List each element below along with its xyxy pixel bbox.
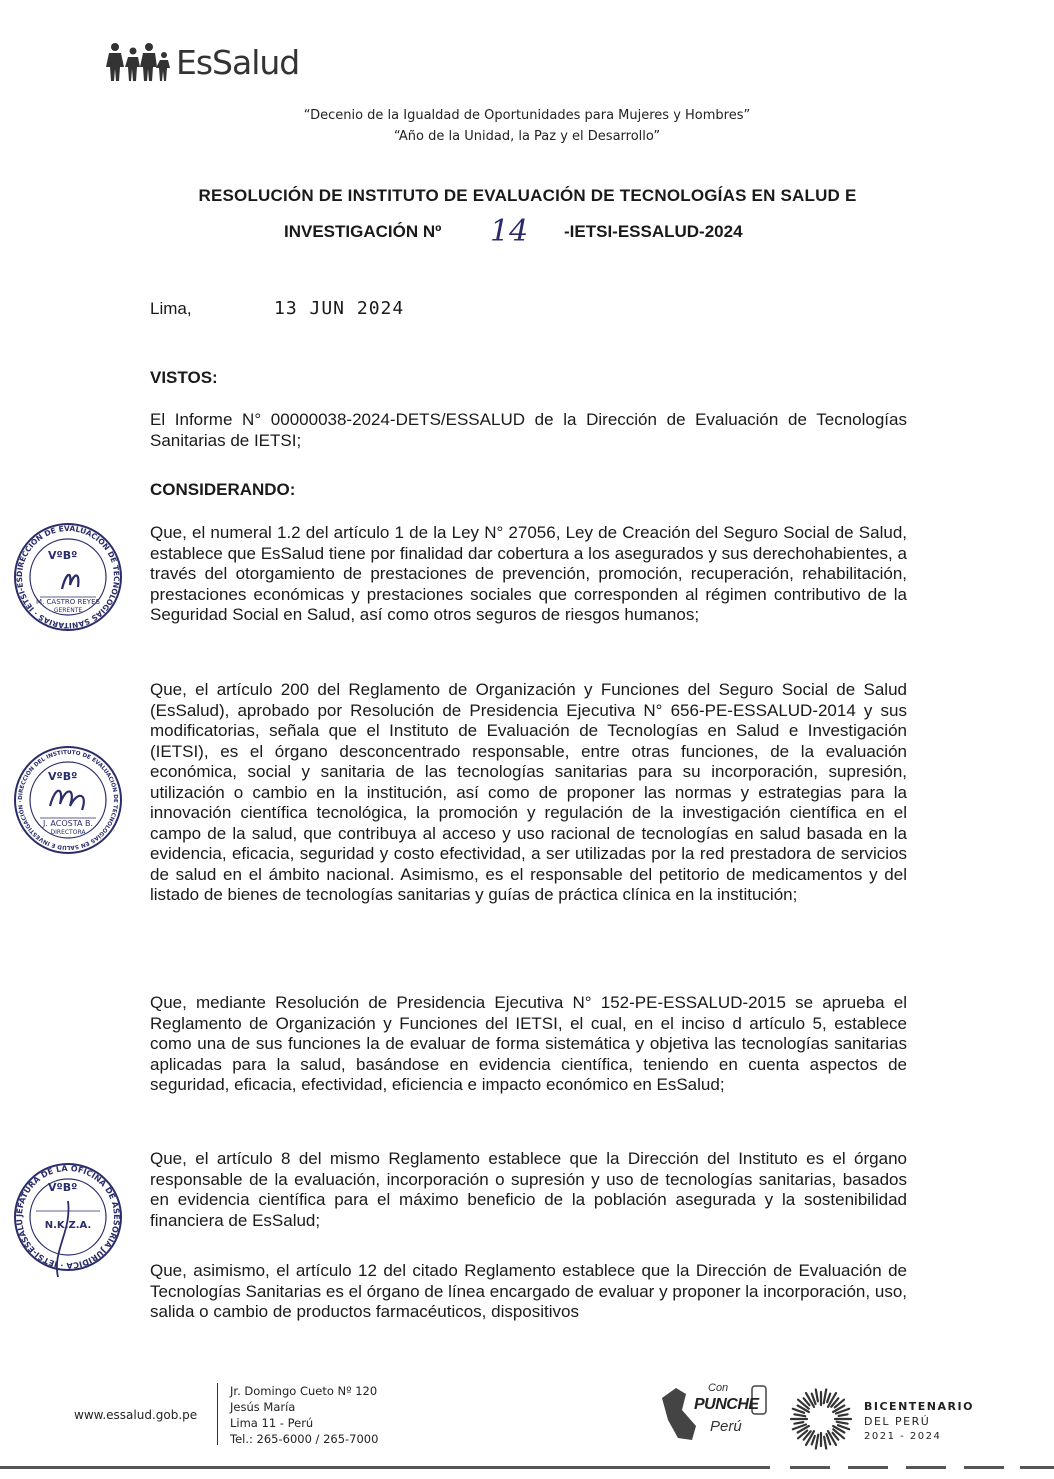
bottom-rule-dash	[1020, 1466, 1054, 1469]
emblem-ray	[824, 1437, 826, 1449]
bottom-rule-dash	[964, 1466, 1004, 1469]
bottom-rule	[0, 1466, 770, 1469]
motto-decade: “Decenio de la Igualdad de Oportunidades para Mujeres y Hombres”	[303, 108, 751, 123]
considerando-heading: CONSIDERANDO:	[150, 480, 296, 499]
svg-text:JEFATURA DE LA OFICINA DE ASES: JEFATURA DE LA OFICINA DE ASESORÍA JURÍDICA · IETSI-ESSALU	[14, 1163, 122, 1271]
svg-text:GERENTE: GERENTE	[53, 607, 83, 614]
paragraph-4: Que, el artículo 8 del mismo Reglamento establece que la Dirección del Instituto es el órgano responsable de la evaluación, incorporación o supresión y uso de tecnologías sanitarias, basados en evidencia científica para el máximo beneficio de la población asegurada y la sostenibilidad financiera de EsSalud;	[150, 1149, 907, 1230]
bottom-rule-dash	[848, 1466, 888, 1469]
bicentenario-line: BICENTENARIO	[864, 1400, 974, 1413]
emblem-ray	[824, 1389, 826, 1403]
address-line: Jr. Domingo Cueto Nº 120	[230, 1384, 378, 1398]
round-seal-icon	[12, 521, 124, 633]
svg-text:M. CASTRO REYES: M. CASTRO REYES	[36, 598, 100, 606]
approval-stamp-2	[12, 744, 124, 856]
bicentenario-years: 2021 - 2024	[864, 1431, 942, 1442]
con-punche-peru-logo	[656, 1380, 774, 1450]
emblem-ray	[812, 1436, 815, 1444]
paragraph-1: Que, el numeral 1.2 del artículo 1 de la Ley N° 27056, Ley de Creación del Seguro Social de Salud, establece que EsSalud tiene por finalidad dar cobertura a los asegurados y sus derechohabientes, a través del otorgamiento de prestaciones de prevención, promoción, recuperación, rehabilitación, prestaciones económicas y prestaciones sociales que corresponden al régimen contributivo de la Seguridad Social en Salud, así como otros seguros de riesgos humanos;	[150, 523, 907, 624]
emblem-ray	[816, 1435, 818, 1449]
title-suffix: -IETSI-ESSALUD-2024	[564, 222, 743, 241]
bicentenario-emblem-icon	[786, 1384, 856, 1454]
svg-text:DIRECCIÓN DE EVALUACIÓN DE TEC: DIRECCIÓN DE EVALUACIÓN DE TECNOLOGÍAS SANITARIAS · IETSI-ES	[14, 523, 122, 631]
stamped-date: 13 JUN 2024	[274, 298, 405, 319]
round-seal-icon	[12, 744, 124, 856]
resolution-title-line2	[284, 214, 784, 254]
paragraph-3: Que, mediante Resolución de Presidencia Ejecutiva N° 152-PE-ESSALUD-2015 se aprueba el Reglamento de Organización y Funciones del IETSI, el cual, en el inciso d artículo 5, establece como una de sus funciones la de evaluar de forma sistemática y objetiva las tecnologías sanitarias aplicadas para la salud, basándose en evidencia científica, teniendo en cuenta aspectos de seguridad, eficacia, efectividad, eficiencia e impacto económico en EsSalud;	[150, 993, 907, 1094]
svg-text:VºBº: VºBº	[48, 770, 78, 783]
svg-text:N.K.Z.A.: N.K.Z.A.	[44, 1220, 92, 1231]
bottom-rule-dash	[790, 1466, 830, 1469]
approval-stamp-3	[12, 1161, 124, 1281]
essalud-logo	[104, 38, 314, 86]
emblem-ray	[827, 1394, 830, 1402]
bicentenario-line: DEL PERÚ	[864, 1415, 931, 1428]
svg-text:VºBº: VºBº	[48, 549, 78, 562]
paragraph-2: Que, el artículo 200 del Reglamento de Organización y Funciones del Seguro Social de Salud (EsSalud), aprobado por Resolución de Presidencia Ejecutiva N° 656-PE-ESSALUD-2014 y sus modificatorias, señala que el Instituto de Evaluación de Tecnologías en Salud e Investigación (IETSI), es el órgano desconcentrado responsable, entre otras funciones, de la evaluación económica, social y sanitaria de las tecnologías sanitarias para su incorporación, supresión, utilización o cambio en la institución, así como de proponer las normas y estrategias para la innovación científica tecnológica, la promoción y regulación de la investigación científica en el campo de la salud, que contribuya al acceso y uso racional de tecnologías en salud basada en la evidencia, eficacia, seguridad y costo efectividad, a ser utilizadas por la red prestadora de servicios de salud en el ámbito nacional. Asimismo, es el responsable del petitorio de medicamentos y del listado de bienes de tecnologías sanitarias y guías de práctica clínica en la institución;	[150, 680, 907, 904]
bicentenario-text	[864, 1399, 974, 1444]
bottom-rule-dash	[906, 1466, 946, 1469]
emblem-ray	[837, 1422, 848, 1424]
punche-word: PUNCHE	[694, 1396, 759, 1413]
svg-text:DIRECCIÓN DEL INSTITUTO DE EVA: DIRECCIÓN DEL INSTITUTO DE EVALUACIÓN DE TECNOLOGÍAS EN SALUD E INVESTIGACIÓN ·	[17, 749, 119, 851]
emblem-ray	[794, 1414, 805, 1416]
address-line: Tel.: 265-6000 / 265-7000	[230, 1432, 379, 1446]
address-block	[230, 1383, 378, 1447]
family-figures-icon	[104, 41, 174, 83]
svg-text:DIRECTORA: DIRECTORA	[50, 829, 86, 836]
address-line: Lima 11 - Perú	[230, 1416, 314, 1430]
address-line: Jesús María	[230, 1400, 296, 1414]
motto-year: “Año de la Unidad, la Paz y el Desarrollo”	[393, 129, 661, 144]
logo-text: EsSalud	[176, 42, 300, 82]
punche-con: Con	[708, 1382, 729, 1394]
footer-divider	[217, 1383, 218, 1445]
approval-stamp-1	[12, 521, 124, 633]
paragraph-5: Que, asimismo, el artículo 12 del citado Reglamento establece que la Dirección de Evaluación de Tecnologías Sanitarias es el órgano de línea encargado de evaluar y proponer la incorporación, uso, salida o cambio de productos farmacéuticos, dispositivos	[150, 1261, 907, 1321]
title-prefix: INVESTIGACIÓN Nº	[284, 222, 442, 241]
emblem-ray	[816, 1389, 818, 1401]
vistos-heading: VISTOS:	[150, 368, 218, 387]
website-link[interactable]: www.essalud.gob.pe	[74, 1408, 198, 1422]
svg-text:J. ACOSTA B.: J. ACOSTA B.	[42, 819, 94, 828]
svg-text:VºBº: VºBº	[48, 1181, 78, 1194]
vistos-text: El Informe N° 00000038-2024-DETS/ESSALUD de la Dirección de Evaluación de Tecnologías Sanitarias de IETSI;	[150, 410, 907, 450]
emblem-ray	[794, 1422, 803, 1424]
resolution-title-line1: RESOLUCIÓN DE INSTITUTO DE EVALUACIÓN DE TECNOLOGÍAS EN SALUD E	[198, 186, 857, 205]
emblem-ray	[839, 1414, 848, 1416]
round-seal-icon	[12, 1161, 124, 1281]
punche-peru: Perú	[710, 1418, 742, 1435]
handwritten-number: 14	[490, 214, 529, 249]
city: Lima,	[150, 299, 192, 318]
